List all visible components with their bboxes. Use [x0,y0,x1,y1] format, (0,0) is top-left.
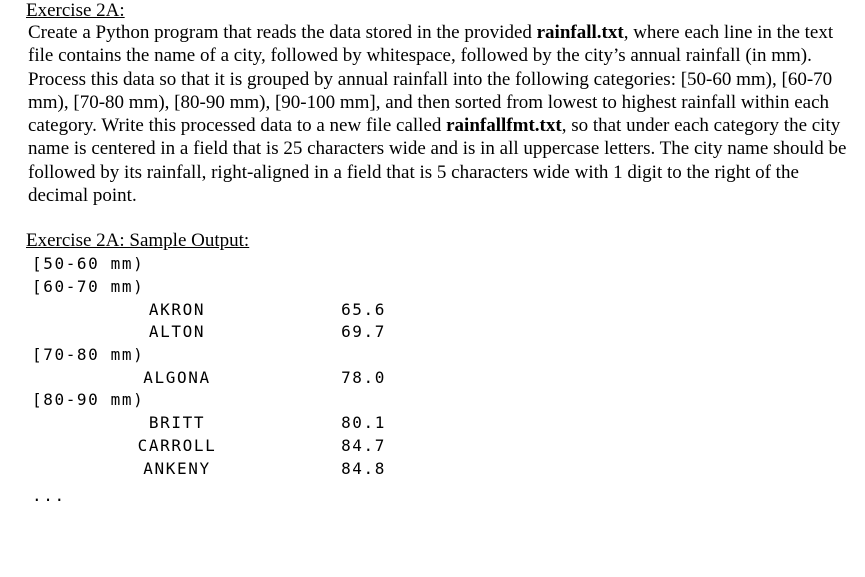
city-name: ALTON [148,322,206,341]
category-60-70: [60-70 mm) [32,277,145,296]
description-middle: , where each line in the text file contains the name of a city, followed by whitespace, followed by the city’s annual rainfall (in mm). Process this data so that it is grouped by annual rainfall into the following categories: [50-60 mm), [60-70 mm), [70-80 mm), [80-90 mm), [90-100 mm], and then sorted from lowest to highest rainfall within each category. Write this processed data to a new file called [28,22,834,137]
city-rainfall: 84.7 [341,436,386,455]
description-intro: Create a Python program that reads the data stored in the provided [28,22,537,43]
city-rainfall: 69.7 [341,322,386,341]
city-name: AKRON [148,300,206,319]
category-80-90: [80-90 mm) [32,390,145,409]
exercise-title: Exercise 2A: [26,0,125,21]
city-name: ALGONA [143,368,211,387]
sample-output-title: Exercise 2A: Sample Output: [26,230,250,251]
city-name: CARROLL [137,436,217,455]
category-70-80: [70-80 mm) [32,345,145,364]
description-end: , so that under each category the city name is centered in a field that is 25 characters wide and is in all uppercase letters. The city name should be followed by its rainfall, right-aligned in a field that is 5 characters wide with 1 digit to the right of the decimal point. [28,115,847,207]
input-filename: rainfall.txt [536,22,624,43]
city-rainfall: 80.1 [341,413,386,432]
city-rainfall: 84.8 [341,459,386,478]
ellipsis: ... [32,486,66,505]
exercise-description [28,21,858,207]
output-filename: rainfallfmt.txt [446,115,562,137]
city-name: BRITT [148,413,206,432]
category-50-60: [50-60 mm) [32,254,145,273]
city-rainfall: 65.6 [341,300,386,319]
city-name: ANKENY [143,459,211,478]
city-rainfall: 78.0 [341,368,386,387]
